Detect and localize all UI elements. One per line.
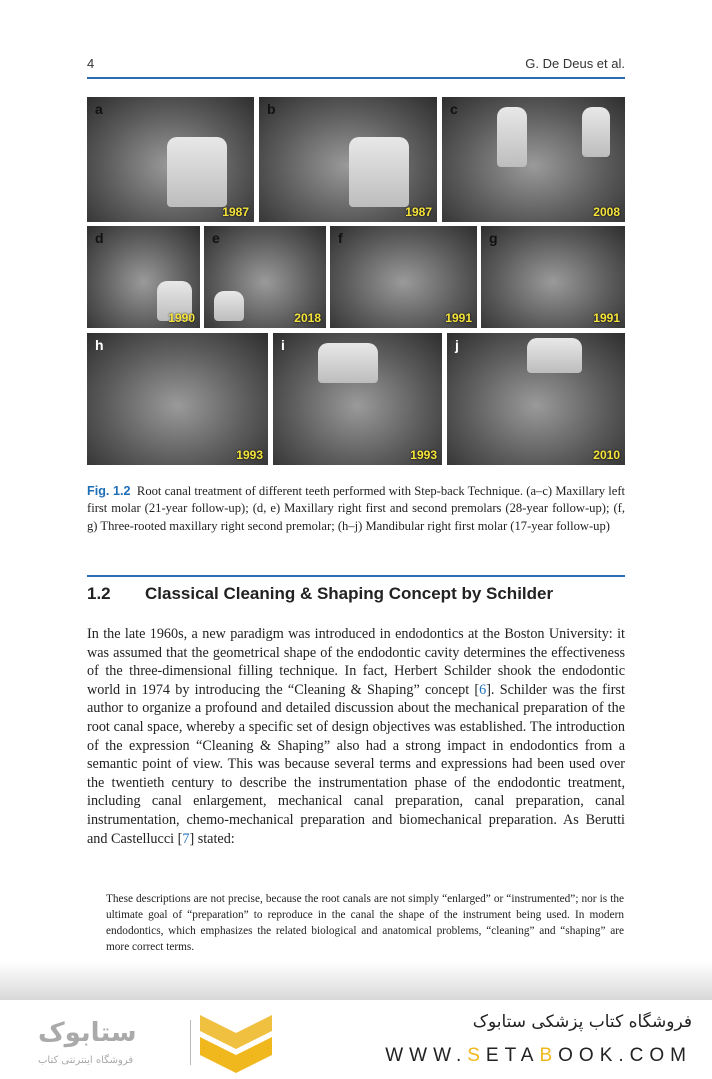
caption-text: Root canal treatment of different teeth performed with Step-back Technique. (a–c) Maxillary left first molar (21-year follow-up); (d, e) Maxillary right first and second premolars (28-year follow-up); (f, g) Three-rooted maxillary right second premolar; (h–j) Mandibular right first molar (17-year follow-up) (87, 484, 626, 533)
panel-year: 1987 (222, 205, 249, 219)
logo-divider (190, 1020, 191, 1065)
panel-label: g (489, 230, 498, 246)
running-head-authors: G. De Deus et al. (525, 56, 625, 71)
xray-panel-b (259, 97, 437, 222)
panel-year: 2008 (593, 205, 620, 219)
xray-panel-a (87, 97, 254, 222)
citation-link[interactable]: 7 (182, 830, 190, 847)
panel-year: 1987 (405, 205, 432, 219)
xray-panel-d (87, 226, 200, 328)
panel-label: b (267, 101, 276, 117)
xray-panel-c (442, 97, 625, 222)
store-name: فروشگاه کتاب پزشکی ستابوک (472, 1012, 692, 1032)
xray-panel-i (273, 333, 442, 465)
section-number: 1.2 (87, 584, 111, 603)
store-url[interactable]: WWW.SETABOOK.COM (385, 1045, 692, 1066)
panel-year: 2018 (294, 311, 321, 325)
setabook-chevron-logo-icon (200, 1015, 272, 1073)
panel-label: a (95, 101, 103, 117)
panel-label: d (95, 230, 104, 246)
section-title: Classical Cleaning & Shaping Concept by Schilder (145, 584, 554, 603)
xray-panel-g (481, 226, 625, 328)
logo-subtitle: فروشگاه اینترنتی کتاب (38, 1055, 134, 1066)
panel-label: c (450, 101, 458, 117)
section-rule (87, 575, 625, 577)
panel-year: 1991 (445, 311, 472, 325)
panel-label: e (212, 230, 220, 246)
panel-year: 1993 (410, 448, 437, 462)
xray-panel-f (330, 226, 477, 328)
xray-panel-e (204, 226, 326, 328)
page-number: 4 (87, 56, 95, 71)
citation-link[interactable]: 6 (479, 681, 487, 698)
panel-year: 1993 (236, 448, 263, 462)
panel-label: j (455, 337, 459, 353)
panel-year: 1990 (168, 311, 195, 325)
panel-label: f (338, 230, 343, 246)
xray-panel-j (447, 333, 625, 465)
xray-panel-h (87, 333, 268, 465)
block-quote: These descriptions are not precise, because the root canals are not simply “enlarged” or “instrumented”; nor is the ultimate goal of “preparation” to reproduce in the canal the shape of the instrument being used. In modern endodontics, which emphasizes the related biological and anatomical problems, “cleaning” and “shaping” are more correct terms. (106, 893, 624, 953)
panel-label: h (95, 337, 104, 353)
section-heading (87, 584, 553, 604)
watermark-footer (0, 1000, 712, 1079)
figure-caption (87, 483, 625, 535)
panel-year: 1991 (593, 311, 620, 325)
panel-year: 2010 (593, 448, 620, 462)
figure-label: Fig. 1.2 (87, 484, 131, 498)
panel-label: i (281, 337, 285, 353)
body-paragraph: In the late 1960s, a new paradigm was introduced in endodontics at the Boston University: it was assumed that the geometrical shape of the endodontic cavity determines the effectiveness of the three-dimensional filling technique. In fact, Herbert Schilder shook the endodontic world in 1974 by introducing the “Cleaning & Shaping” concept [6]. Schilder was the first author to organize a profound and detailed discussion about the mechanical preparation of the root canal space, whereby a specific set of design objectives was established. The introduction of the expression “Cleaning & Shaping” also had a strong impact in endodontics from a semantic point of view. This was because several terms and expressions had been used over the twentieth century to describe the instrumentation phase of the endodontic treatment, including canal enlargement, mechanical canal preparation, canal preparation, canal instrumentation, chemo-mechanical preparation and biomechanical preparation. As Berutti and Castellucci [7] stated: (87, 626, 625, 847)
page-fade (0, 962, 712, 1000)
header-rule (87, 77, 625, 79)
logo-text: ستابوک (38, 1018, 137, 1048)
